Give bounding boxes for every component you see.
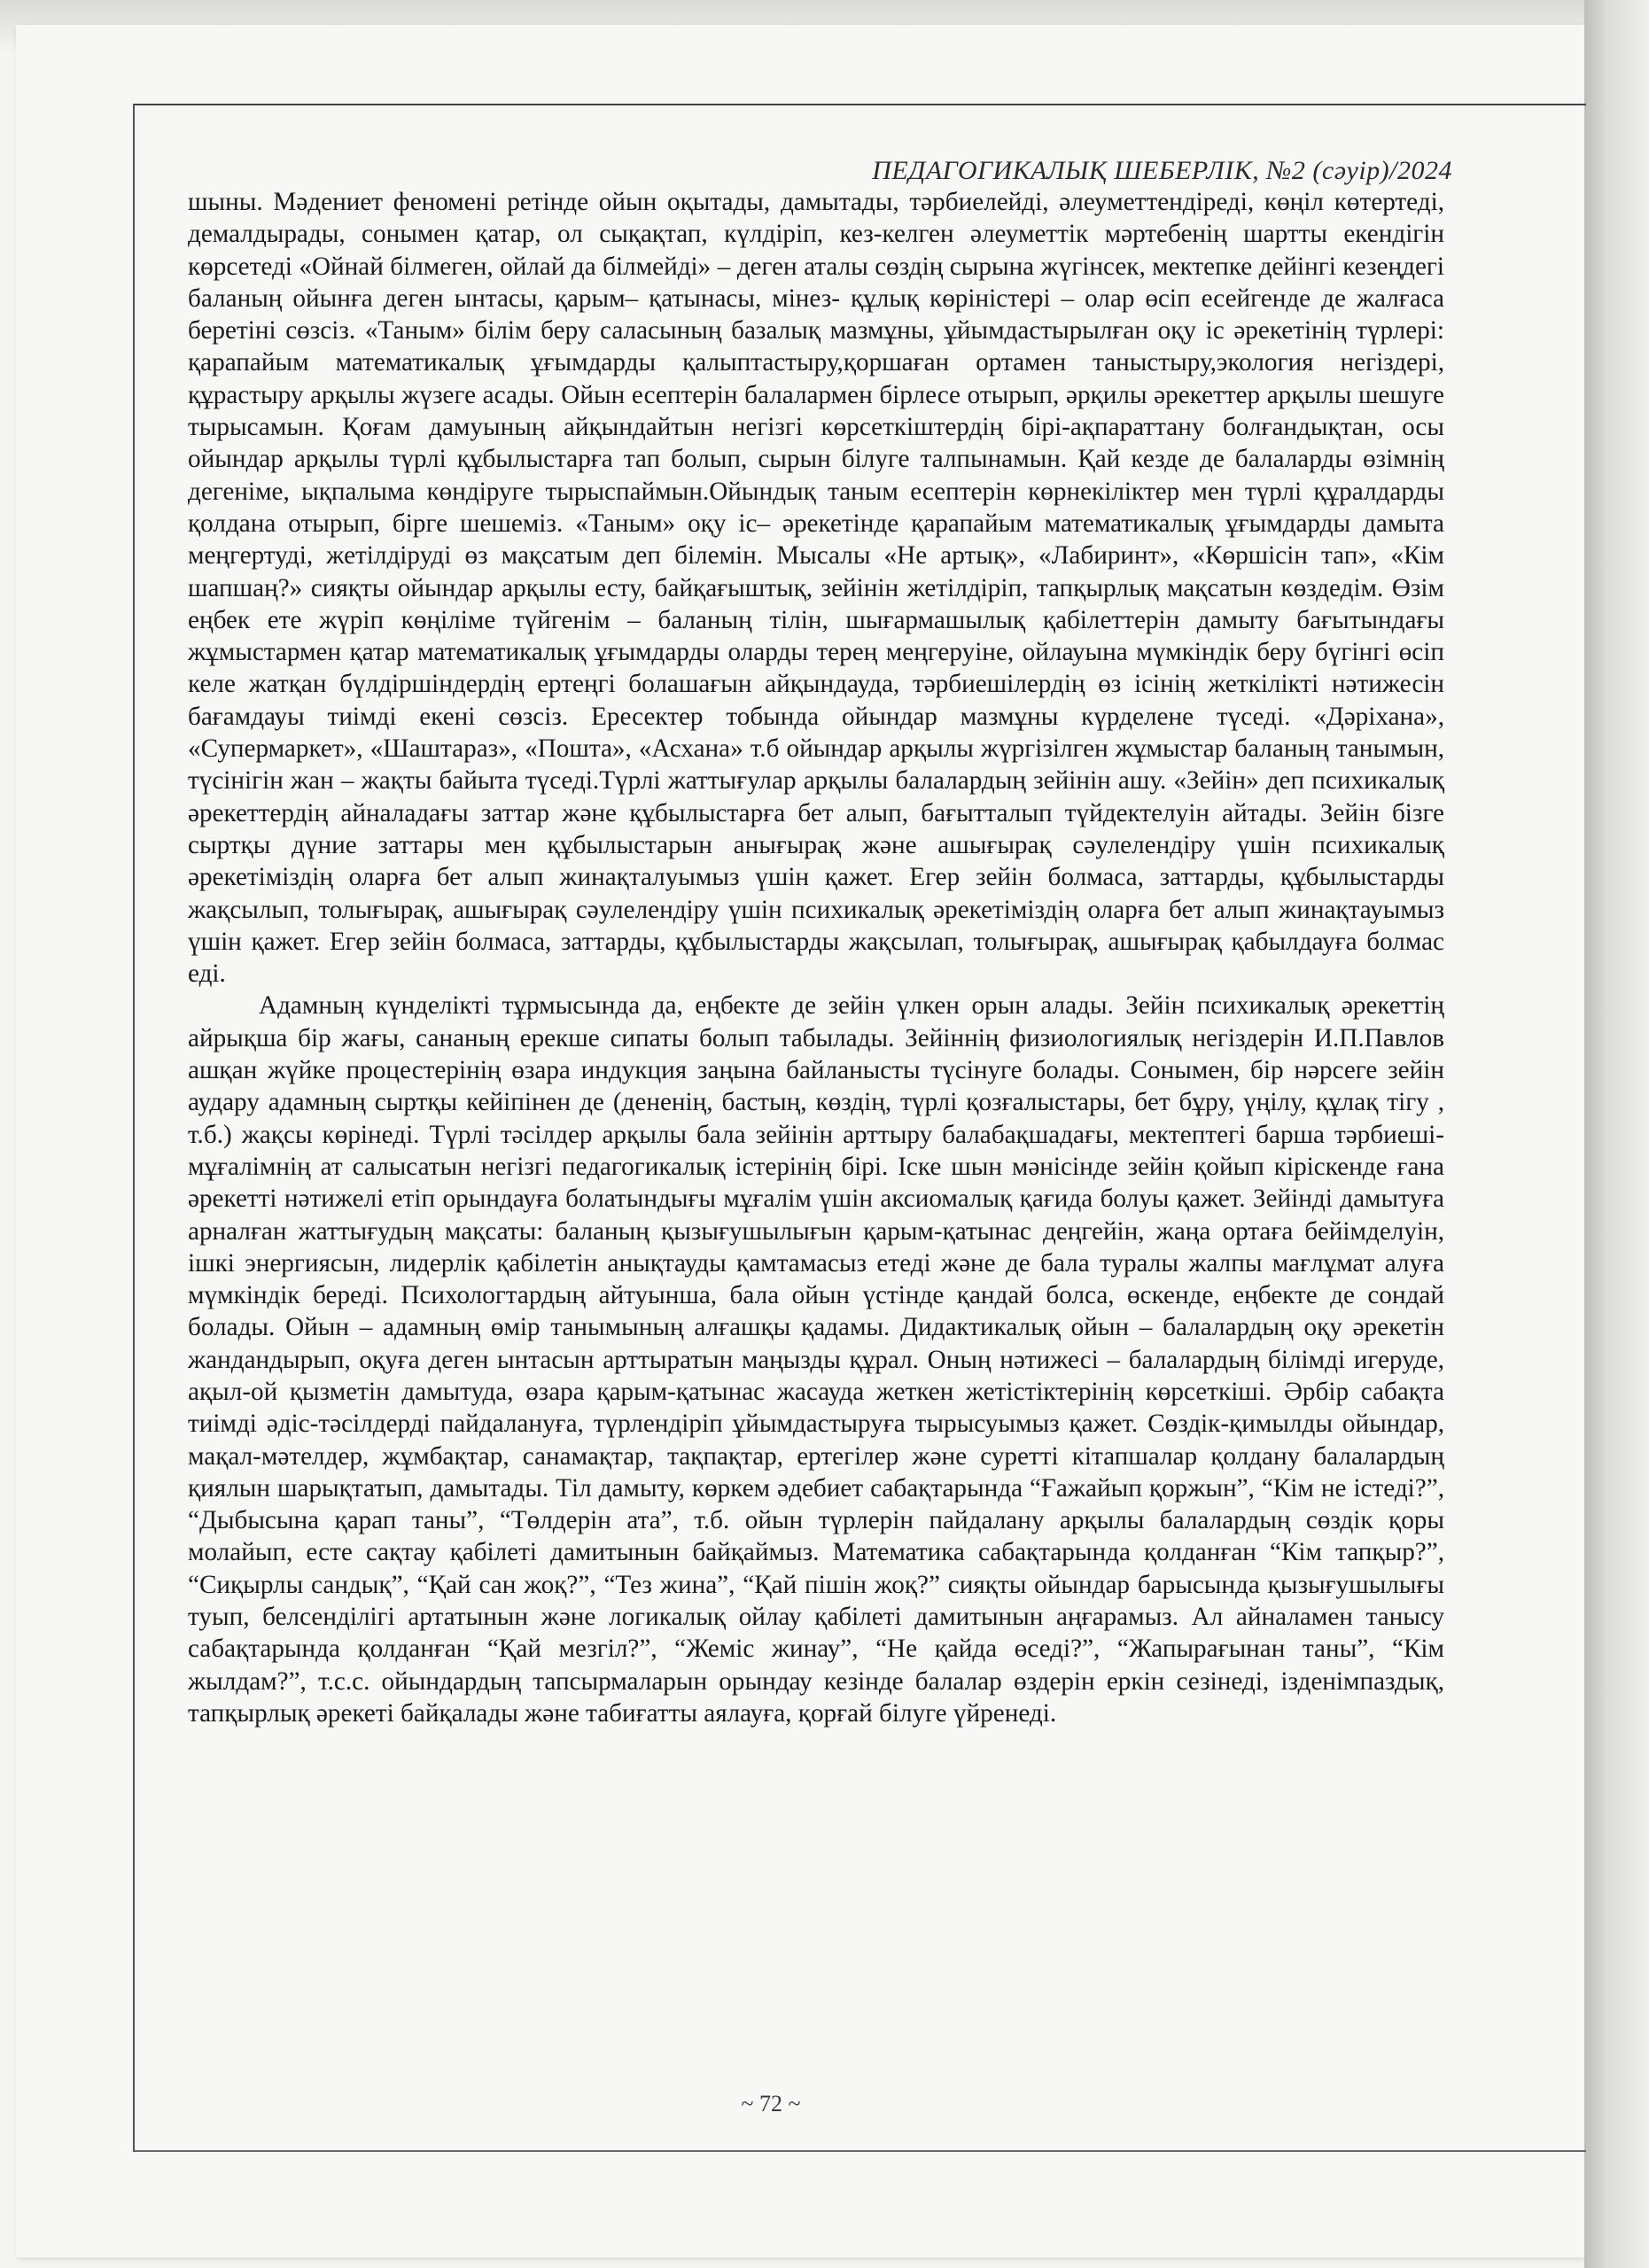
page-number: ~ 72 ~ (741, 2091, 801, 2117)
journal-header: ПЕДАГОГИКАЛЫҚ ШЕБЕРЛІК, №2 (сәуір)/2024 (872, 156, 1452, 185)
scan-gutter (1584, 0, 1649, 2268)
article-body (188, 186, 1444, 1729)
paragraph: Адамның күнделiктi тұрмысында да, еңбекте де зейiн үлкен орын алады. Зейiн психикалық әрекеттiң айрықша бiр жағы, сананың ерекше сипаты болып табылады. Зейiннiң физиологиялық негiздерiн И.П.Павлов ашқан жүйке процестерiнiң өзара индукция заңына байланысты түсiнуге болады. Сонымен, бiр нәрсеге зейiн аудару адамның сыртқы кейiпiнен де (дененiң, бастың, көздiң, түрлi қозғалыстары, бет бұру, үңiлу, құлақ тiгу , т.б.) жақсы көрiнедi. Түрлi тәсiлдер арқылы бала зейiнiн арттыру балабақшадағы, мектептегi барша тәрбиешi- мұғалiмнiң ат салысатын негiзгi педагогикалық iстерiнiң бiрi. Iске шын мәнiсiнде зейiн қойып кiрiскенде ғана әрекеттi нәтижелi етiп орындауға болатындығы мұғалiм үшiн аксиомалық қағида болуы қажет. Зейiндi дамытуға арналған жаттығудың мақсаты: баланың қызығушылығын қарым-қатынас деңгейiн, жаңа ортаға бейiмделуiн, iшкi энергиясын, лидерлiк қабiлетiн анықтауды қамтамасыз етедi және де бала туралы жалпы мағлұмат алуға мүмкiндiк бередi. Психологтардың айтуынша, бала ойын үстiнде қандай болса, өскенде, еңбекте де сондай болады. Ойын – адамның өмiр танымының алғашқы қадамы. Дидактикалық ойын – балалардың оқу әрекетiн жандандырып, оқуға деген ынтасын арттыратын маңызды құрал. Оның нәтижесi – балалардың бiлiмдi игеруде, ақыл-ой қызметiн дамытуда, өзара қарым-қатынас жасауда жеткен жетiстiктерiнiң көрсеткiшi. Әрбiр сабақта тиiмдi әдiс-тәсiлдердi пайдалануға, түрлендiрiп ұйымдастыруға тырысуымыз қажет. Сөздiк-қимылды ойындар, мақал-мәтелдер, жұмбақтар, санамақтар, тақпақтар, ертегiлер және суреттi кiтапшалар қолдану балалардың қиялын шарықтатып, дамытады. Тiл дамыту, көркем әдебиет сабақтарында “Ғажайып қоржын”, “Кiм не iстедi?”, “Дыбысына қарап таны”, “Төлдерiн ата”, т.б. ойын түрлерiн пайдалану арқылы балалардың сөздiк қоры молайып, есте сақтау қабiлетi дамитынын байқаймыз. Математика сабақтарында қолданған “Кiм тапқыр?”, “Сиқырлы сандық”, “Қай сан жоқ?”, “Тез жина”, “Қай пiшiн жоқ?” сияқты ойындар барысында қызығушылығы туып, белсендiлiгi артатынын және логикалық ойлау қабiлетi дамитынын аңғарамыз. Ал айналамен танысу сабақтарында қолданған “Қай мезгiл?”, “Жемiс жинау”, “Не қайда өседi?”, “Жапырағынан таны”, “Кiм жылдам?”, т.с.с. ойындардың тапсырмаларын орындау кезiнде балалар өздерiн еркiн сезiнедi, iзденiмпаздық, тапқырлық әрекетi байқалады және табиғатты аялауға, қорғай бiлуге үйренедi. (188, 991, 1444, 1728)
paragraph: шыны. Мәдениет феноменi ретiнде ойын оқытады, дамытады, тәрбиелейдi, әлеуметтендiредi, көңiл көтертедi, демалдырады, сонымен қатар, ол сықақтап, күлдiрiп, кез-келген әлеуметтiк мәртебенiң шартты екендiгiн көрсетедi «Ойнай бiлмеген, ойлай да бiлмейдi» – деген аталы сөздiң сырына жүгiнсек, мектепке дейiнгi кезеңдегi баланың ойынға деген ынтасы, қарым– қатынасы, мiнез- құлық көрiнiстерi – олар өсiп есейгенде де жалғаса беретiнi сөзсiз. «Таным» бiлiм беру саласының базалық мазмұны, ұйымдастырылған оқу iс әрекетiнiң түрлерi: қарапайым математикалық ұғымдарды қалыптастыру,қоршаған ортамен таныстыру,экология негiздерi, құрастыру арқылы жүзеге асады. Ойын есептерiн балалармен бiрлесе отырып, әрқилы әрекеттер арқылы шешуге тырысамын. Қоғам дамуының айқындайтын негiзгi көрсеткiштердiң бiрi-ақпараттану болғандықтан, осы ойындар арқылы түрлi құбылыстарға тап болып, сырын бiлуге талпынамын. Қай кезде де балаларды өзiмнiң дегенiме, ықпалыма көндiруге тырыспаймын.Ойындық таным есептерiн көрнекiлiктер мен түрлi құралдарды қолдана отырып, бiрге шешемiз. «Таным» оқу iс– әрекетiнде қарапайым математикалық ұғымдарды дамыта меңгертудi, жетiлдiрудi өз мақсатым деп бiлемiн. Мысалы «Не артық», «Лабиринт», «Көршiсiн тап», «Кiм шапшаң?» сияқты ойындар арқылы есту, байқағыштық, зейiнiн жетiлдiрiп, тапқырлық мақсатын көздедiм. Өзiм еңбек ете жүрiп көңiлiме түйгенiм – баланың тiлiн, шығармашылық қабiлеттерiн дамыту бағытындағы жұмыстармен қатар математикалық ұғымдарды оларды терең меңгеруiне, ойлауына мүмкiндiк беру бүгiнгi өсiп келе жатқан бүлдiршiндердiң ертеңгi болашағын айқындауда, тәрбиешiлердiң өз iсiнiң жеткiлiктi нәтижесiн бағамдауы тиiмдi екенi сөзсiз. Ересектер тобында ойындар мазмұны күрделене түседi. «Дәрiхана», «Супермаркет», «Шаштараз», «Пошта», «Асхана» т.б ойындар арқылы жүргiзiлген жұмыстар баланың танымын, түсiнiгiн жан – жақты байыта түседi.Түрлi жаттығулар арқылы балалардың зейiнiн ашу. «Зейiн» деп психикалық әрекеттердiң айналадағы заттар және құбылыстарға бет алып, бағытталып түйдектелуiн айтады. Зейiн бiзге сыртқы дүние заттары мен құбылыстарын анығырақ және ашығырақ сәулелендiру үшiн психикалық әрекетiмiздiң оларға бет алып жинақталуымыз үшiн қажет. Егер зейiн болмаса, заттарды, құбылыстарды жақсылып, толығырақ, ашығырақ сәулелендiру үшiн психикалық әрекетiмiздiң оларға бет алып жинақтауымыз үшiн қажет. Егер зейiн болмаса, заттарды, құбылыстарды жақсылап, толығырақ, ашығырақ қабылдауға болмас едi. (188, 188, 1444, 989)
